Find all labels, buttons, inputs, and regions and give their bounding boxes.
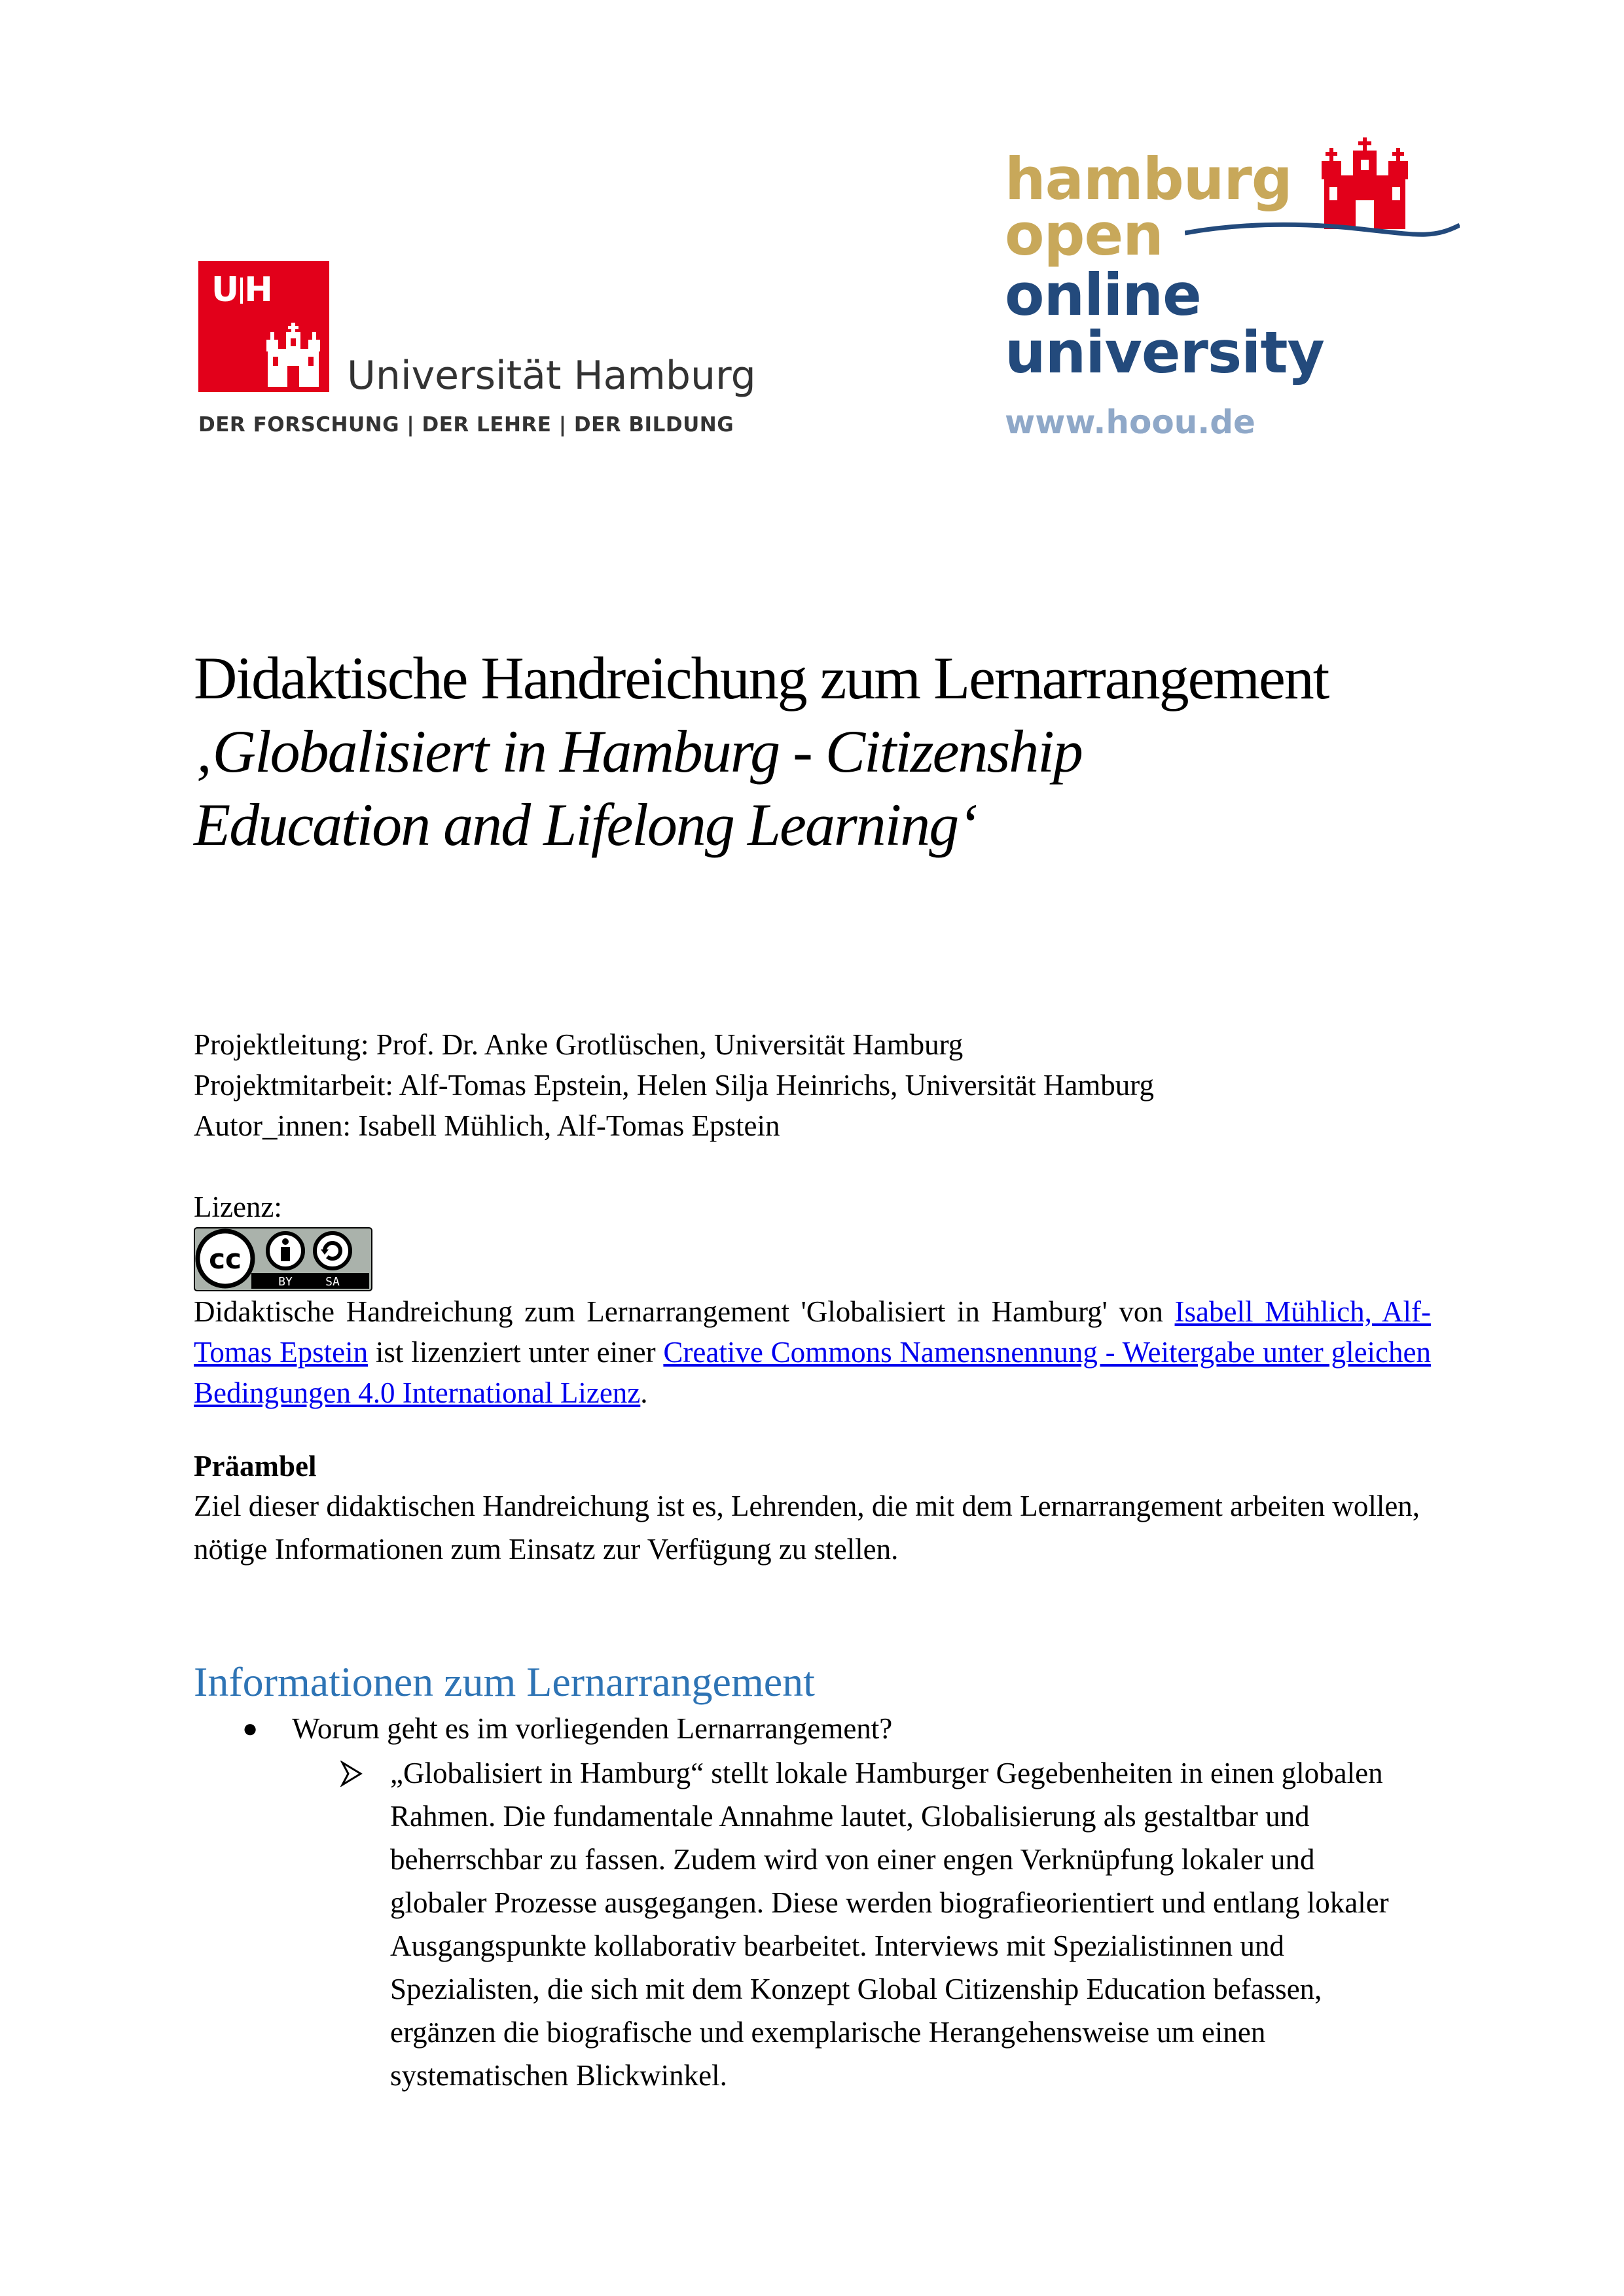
wave-icon [1185, 216, 1460, 242]
hoou-logo [1005, 137, 1463, 445]
authors-link[interactable]: Isabell Mühlich, Alf-Tomas Epstein [194, 1295, 1431, 1369]
license-link[interactable]: Creative Commons Namensnennung - Weitergabe unter gleichen Bedingungen 4.0 International Lizenz [194, 1336, 1432, 1409]
uhh-logo-motto: DER FORSCHUNG | DER LEHRE | DER BILDUNG [198, 413, 734, 437]
project-credits [194, 1024, 1437, 1146]
uhh-logo-letters: U H [211, 270, 272, 310]
bullet-icon: ● [242, 1713, 259, 1743]
hoou-logo-hamburg: hamburg [1005, 145, 1292, 213]
hoou-logo-open: open [1005, 201, 1163, 268]
uhh-logo-box [198, 261, 329, 392]
arrow-bullet-icon [340, 1761, 363, 1787]
preamble-heading: Präambel [194, 1450, 317, 1482]
license-text-part-2: ist lizenziert unter einer [368, 1336, 664, 1369]
license-text [194, 1291, 1431, 1413]
uhh-logo-name: Universität Hamburg [347, 353, 756, 399]
title-line-3: Education and Lifelong Learning‘ [194, 791, 977, 858]
section-heading: Informationen zum Lernarrangement [194, 1659, 815, 1705]
title-line-1: Didaktische Handreichung zum Lernarrangement [194, 645, 1329, 711]
document-title [194, 641, 1503, 861]
project-lead: Projektleitung: Prof. Dr. Anke Grotlüschen, Universität Hamburg [194, 1028, 964, 1061]
hoou-logo-url: www.hoou.de [1005, 403, 1255, 441]
cc-badge-by: BY [278, 1275, 293, 1289]
bullet-text: Worum geht es im vorliegenden Lernarrangement? [292, 1712, 893, 1745]
hoou-logo-university: university [1005, 319, 1324, 386]
title-line-2: ‚Globalisiert in Hamburg - Citizenship [194, 718, 1082, 785]
uhh-logo [198, 261, 756, 444]
license-label: Lizenz: [194, 1191, 282, 1223]
project-staff: Projektmitarbeit: Alf-Tomas Epstein, Helen Silja Heinrichs, Universität Hamburg [194, 1069, 1154, 1102]
cc-by-sa-badge-icon[interactable] [194, 1227, 372, 1291]
hoou-logo-online: online [1005, 261, 1201, 329]
cc-badge-cc: cc [209, 1243, 242, 1275]
castle-icon [266, 323, 320, 387]
sub-bullet-text: „Globalisiert in Hamburg“ stellt lokale Hamburger Gegebenheiten in einen globalen Rahmen. Die fundamentale Annahme lautet, Globalisierung als gestaltbar und beherrschbar zu fassen. Zudem wird von einer engen Verknüpfung lokaler und globaler Prozesse ausgegangen. Diese werden biografieorientiert und entlang lokaler Ausgangspunkte kollaborativ bearbeitet. Interviews mit Spezialistinnen und Spezialisten, die sich mit dem Konzept Global Citizenship Education befassen, ergänzen die biografische und exemplarische Herangehensweise um einen systematischen Blickwinkel. [390, 1757, 1389, 2092]
castle-icon [1319, 137, 1411, 229]
license-text-part-1: Didaktische Handreichung zum Lernarrangement 'Globalisiert in Hamburg' von [194, 1295, 1175, 1328]
preamble-text: Ziel dieser didaktischen Handreichung ist es, Lehrenden, die mit dem Lernarrangement arbeiten wollen, nötige Informationen zum Einsatz zur Verfügung zu stellen. [194, 1490, 1420, 1566]
license-text-part-3: . [640, 1376, 648, 1409]
project-authors: Autor_innen: Isabell Mühlich, Alf-Tomas Epstein [194, 1109, 780, 1142]
cc-badge-sa: SA [325, 1275, 340, 1289]
